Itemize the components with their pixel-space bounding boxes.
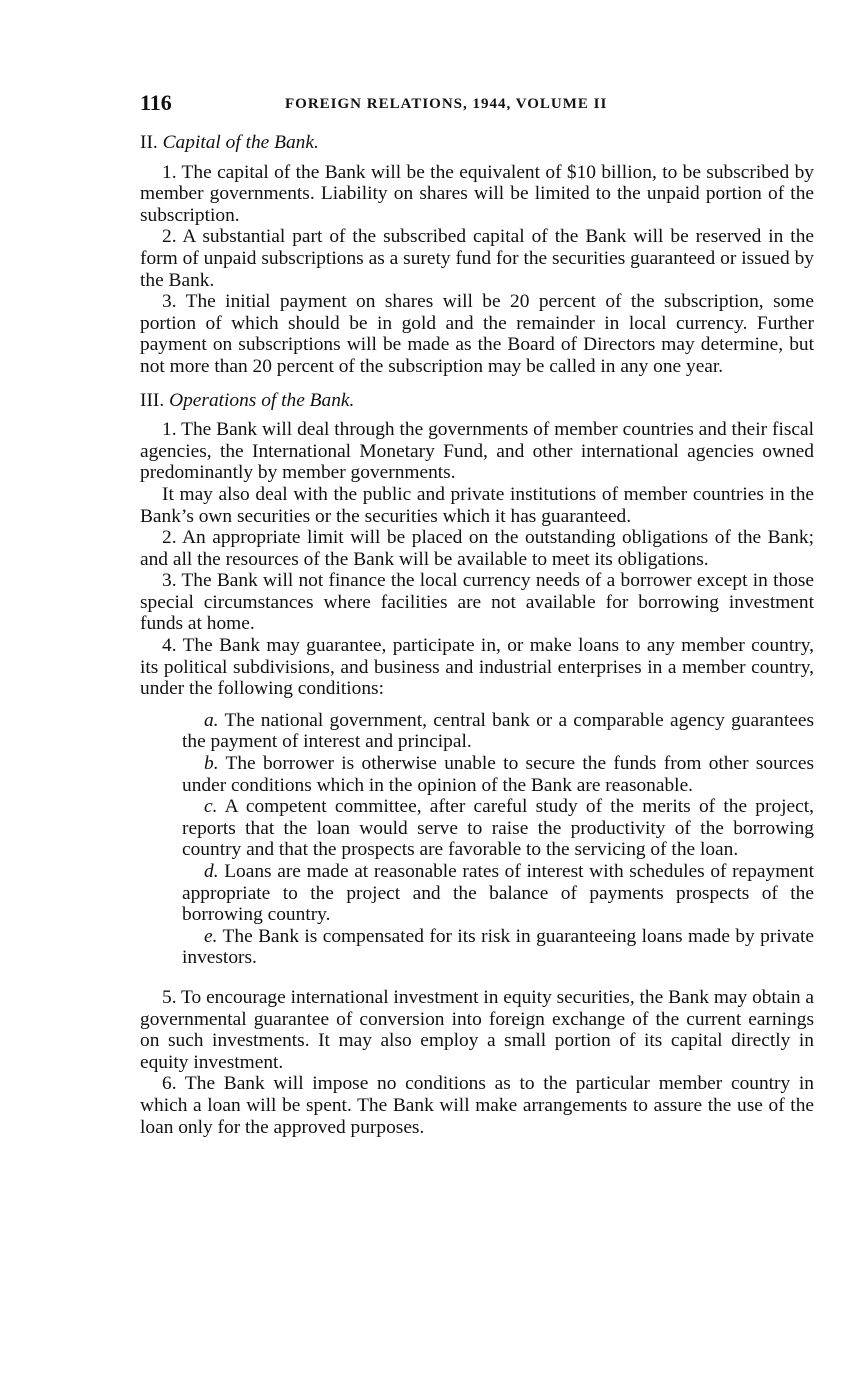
- conditions-list: [182, 710, 814, 969]
- paragraph: 1. The capital of the Bank will be the equivalent of $10 billion, to be subscribed by member governments. Liability on shares will be limited to the unpaid portion of the subscription.: [140, 161, 814, 226]
- section-heading-capital: [140, 132, 814, 154]
- paragraph: 5. To encourage international investment in equity securities, the Bank may obtain a governmental guarantee of conversion into foreign exchange of the current earnings on such investments. It may also employ a small portion of its capital directly in equity investment.: [140, 986, 814, 1073]
- section-heading-operations: [140, 390, 814, 412]
- section-numeral: II.: [140, 132, 158, 153]
- condition-item: [182, 861, 814, 926]
- condition-letter: c.: [204, 796, 218, 818]
- section-operations: [140, 419, 814, 1138]
- condition-letter: b.: [204, 753, 219, 775]
- section-capital: [140, 162, 814, 378]
- paragraph: It may also deal with the public and private institutions of member countries in the Bank’s own securities or the securities which it has guaranteed.: [140, 483, 814, 527]
- paragraph: 1. The Bank will deal through the governments of member countries and their fiscal agencies, the International Monetary Fund, and other international agencies owned predominantly by member governments.: [140, 419, 814, 484]
- condition-item: [182, 710, 814, 753]
- section-title: Operations of the Bank.: [169, 389, 355, 411]
- condition-item: [182, 753, 814, 796]
- condition-text: Loans are made at reasonable rates of interest with schedules of repayment appropriate to the project and the balance of payments prospects of the borrowing country.: [182, 861, 814, 926]
- condition-item: [182, 926, 814, 969]
- paragraph: 6. The Bank will impose no conditions as to the particular member country in which a loan will be spent. The Bank will make arrangements to assure the use of the loan only for the approved purposes.: [140, 1073, 814, 1138]
- section-title: Capital of the Bank.: [162, 132, 319, 153]
- condition-text: The national government, central bank or a comparable agency guarantees the payment of interest and principal.: [182, 709, 815, 753]
- paragraph: 2. A substantial part of the subscribed capital of the Bank will be reserved in the form of unpaid subscriptions as a surety fund for the securities guaranteed or issued by the Bank.: [140, 226, 814, 291]
- condition-letter: e.: [204, 925, 218, 947]
- condition-letter: a.: [204, 709, 219, 731]
- body-text: [140, 132, 814, 1138]
- running-title: FOREIGN RELATIONS, 1944, VOLUME II: [285, 96, 608, 112]
- condition-text: The Bank is compensated for its risk in guaranteeing loans made by private investors.: [182, 925, 814, 969]
- condition-text: The borrower is otherwise unable to secure the funds from other sources under conditions which in the opinion of the Bank are reasonable.: [182, 753, 815, 796]
- paragraph: 2. An appropriate limit will be placed on the outstanding obligations of the Bank; and all the resources of the Bank will be available to meet its obligations.: [140, 527, 814, 570]
- paragraph: 3. The initial payment on shares will be 20 percent of the subscription, some portion of which should be in gold and the remainder in local currency. Further payment on subscriptions will be made as the Board of Directors may determine, but not more than 20 percent of the subscription may be called in any one year.: [140, 291, 814, 377]
- condition-letter: d.: [204, 861, 219, 882]
- section-numeral: III.: [140, 389, 165, 411]
- condition-item: [182, 796, 814, 861]
- page-header: [140, 90, 814, 120]
- paragraph: 4. The Bank may guarantee, participate in, or make loans to any member country, its political subdivisions, and business and industrial enterprises in a member country, under the following conditions:: [140, 635, 814, 700]
- condition-text: A competent committee, after careful study of the merits of the project, reports that the loan would serve to raise the productivity of the borrowing country and that the prospects are favorable to the servicing of the loan.: [182, 796, 814, 861]
- paragraph: 3. The Bank will not finance the local currency needs of a borrower except in those special circumstances where facilities are not available for borrowing investment funds at home.: [140, 570, 814, 635]
- page-number: 116: [140, 90, 172, 115]
